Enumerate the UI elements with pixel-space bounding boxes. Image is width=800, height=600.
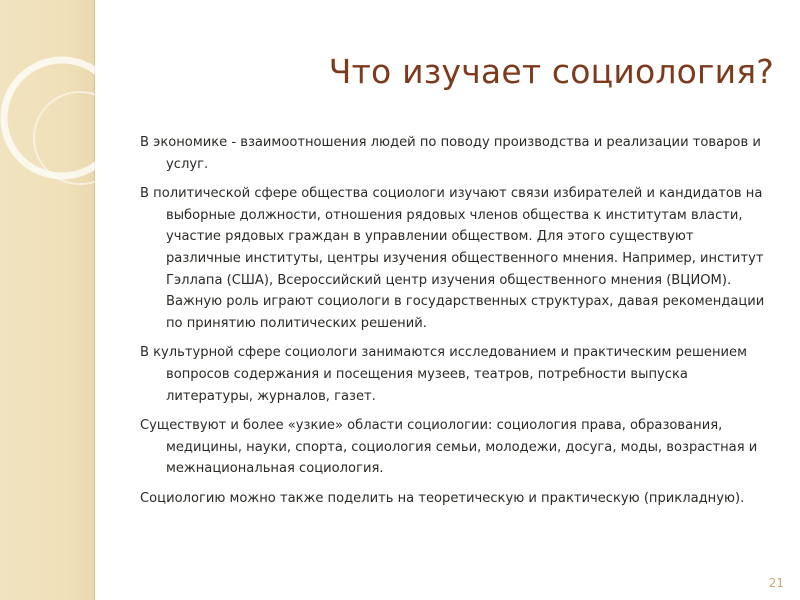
content-list	[140, 132, 772, 518]
small-ring	[34, 92, 120, 184]
paragraph-theory-practice: Социологию можно также поделить на теоретическую и практическую (прикладную).	[140, 490, 745, 506]
paragraph-culture: В культурной сфере социологи занимаются исследованием и практическим решением вопросов содержания и посещения музеев, театров, потребности выпуска литературы, журналов, газет.	[140, 345, 747, 404]
decorative-circles	[0, 0, 120, 260]
paragraph-politics: В политической сфере общества социологи изучают связи избирателей и кандидатов на выборные должности, отношения рядовых членов общества к институтам власти, участие рядовых граждан в управлении обществом. Для этого существуют различные институты, центры изучения общественного мнения. Например, институт Гэллапа (США), Всероссийский центр изучения общественного мнения (ВЦИОМ). Важную роль играют социологи в государственных структурах, давая рекомендации по принятию политических решений.	[140, 186, 765, 331]
paragraph-narrow-fields: Существуют и более «узкие» области социологии: социология права, образования, медицины, науки, спорта, социология семьи, молодежи, досуга, моды, возрастная и межнациональная социология.	[140, 418, 758, 477]
slide-title: Что изучает социология?	[328, 52, 774, 91]
paragraph-economy: В экономике - взаимоотношения людей по поводу производства и реализации товаров и услуг.	[140, 135, 761, 172]
large-ring	[4, 60, 120, 176]
page-number: 21	[768, 576, 784, 590]
